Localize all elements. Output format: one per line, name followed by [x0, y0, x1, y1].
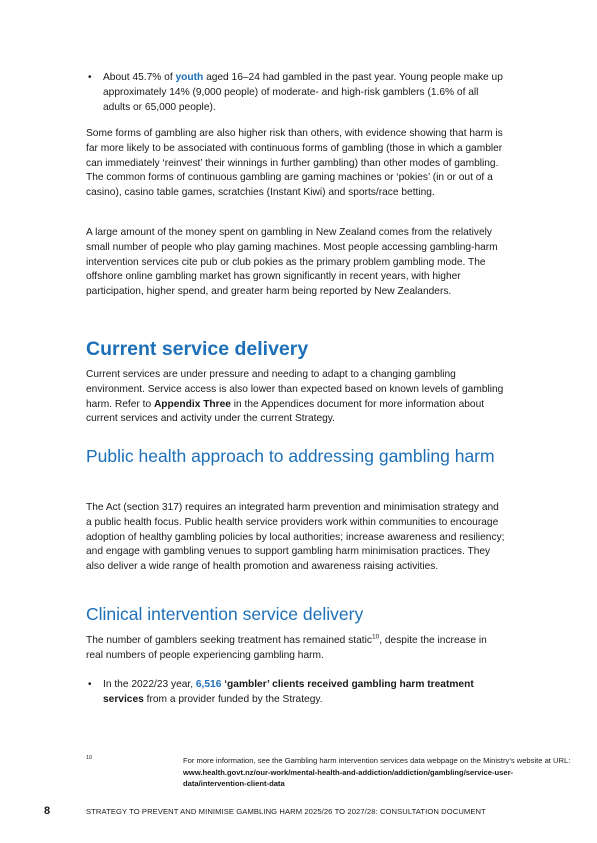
paragraph-public-health: The Act (section 317) requires an integrated harm prevention and minimisation strategy and a public health focus. Public health service providers work within communities to encourage adoption of healthy gambling policies by local authorities; increase awareness and resiliency; and engage with gambling venues to support gambling harm minimisation practices. They also deliver a wide range of health promotion and awareness raising activities. [86, 502, 505, 573]
bullet-youth: About 45.7% of youth aged 16–24 had gambled in the past year. Young people make up approximately 14% (9,000 people) of moderate- and high-risk gamblers (1.6% of all adults or 65,000 people). [103, 72, 503, 113]
paragraph-gambling-forms: Some forms of gambling are also higher risk than others, with evidence showing that harm is far more likely to be associated with continuous forms of gambling (those in which a gambler can immediately ‘reinvest’ their winnings in further gambling) than other modes of gambling. The common forms of continuous gambling are gaming machines or ‘pokies’ (in or out of a casino), casino table games, scratchies (Instant Kiwi) and sports/race betting. [86, 128, 503, 199]
footnote-ref[interactable]: 10 [371, 633, 380, 641]
footnote-number: 10 [86, 755, 93, 761]
youth-link[interactable]: youth [175, 72, 204, 83]
section-heading: Current service delivery [86, 338, 309, 360]
document-page: • About 45.7% of youth aged 16–24 had gambled in the past year. Young people make up approximately 14% (9,000 people) of moderate- and high-risk gamblers (1.6% of all adults or 65,000 people). Some forms of gambling are also higher risk than others, with evidence showing that harm is far more likely to be associated with continuous forms of gambling (those in which a gambler can immediately ‘reinvest’ their winnings in further gambling) than other modes of gambling. The common forms of continuous gambling are gaming machines or ‘pokies’ (in or out of a casino), casino table games, scratchies (Instant Kiwi) and sports/race betting. A large amount of the money spent on gambling in New Zealand comes from the relatively small number of people who play gaming machines. Most people accessing gambling-harm intervention services cite pub or club pokies as the primary problem gambling mode. The offshore online gambling market has grown significantly in recent years, with higher participation, higher spend, and greater harm being reported by New Zealanders. Current service delivery Current services are under pressure and needing to adapt to a changing gambling environment. Service access is also lower than expected based on known levels of gambling harm. Refer to Appendix Three in the Appendices document for more information about current services and activity under the current Strategy. Public health approach to addressing gambling harm The Act (section 317) requires an integrated harm prevention and minimisation strategy and a public health focus. Public health service providers work within communities to encourage adoption of healthy gambling policies by local authorities; increase awareness and resiliency; and engage with gambling venues to support gambling harm minimisation practices. They also deliver a wide range of health promotion and awareness raising activities. Clinical intervention service delivery The number of gamblers seeking treatment has remained static$^{10}$, despite the increase in real numbers of people experiencing gambling harm. • In the 2022/23 year, 6,516 ‘gambler’ clients received gambling harm treatment services from a provider funded by the Strategy. 10 For more information, see the Gambling harm intervention services data webpage on the Ministry’s website at URL: www.health.govt.nz/our-work/mental-health-and-addiction/addiction/gambling/service-user-data/intervention-client-data 8 STRATEGY TO PREVENT AND MINIMISE GAMBLING HARM 2025/26 TO 2027/28: CONSULTATION DOCUMENT [44, 72, 571, 817]
bullet-marker: • [88, 679, 92, 690]
paragraph-current-services: Current services are under pressure and needing to adapt to a changing gambling environment. Service access is also lower than expected based on known levels of gambling harm. Refer to Appendix Three in the Appendices document for more information about current services and activity under the current Strategy. [86, 369, 504, 425]
subheading-clinical: Clinical intervention service delivery [86, 604, 364, 624]
bullet-clients: In the 2022/23 year, 6,516 ‘gambler’ clients received gambling harm treatment services from a provider funded by the Strategy. [103, 679, 474, 705]
footnote-url-link[interactable]: www.health.govt.nz/our-work/mental-health-and-addiction/addiction/gambling/service-user-data/intervention-client-data [183, 767, 514, 788]
bullet-marker: • [88, 72, 92, 83]
footer-title: STRATEGY TO PREVENT AND MINIMISE GAMBLING HARM 2025/26 TO 2027/28: CONSULTATION DOCUMENT [86, 807, 486, 816]
paragraph-gaming-machines: A large amount of the money spent on gambling in New Zealand comes from the relatively small number of people who play gaming machines. Most people accessing gambling-harm intervention services cite pub or club pokies as the primary problem gambling mode. The offshore online gambling market has grown significantly in recent years, with higher participation, higher spend, and greater harm being reported by New Zealanders. [86, 227, 498, 298]
subheading-public-health: Public health approach to addressing gambling harm [86, 446, 495, 466]
page-number: 8 [44, 805, 51, 817]
clients-figure: 6,516 [195, 679, 222, 690]
paragraph-clinical: The number of gamblers seeking treatment has remained static$^{10}$, despite the increase in real numbers of people experiencing gambling harm. [86, 633, 487, 661]
